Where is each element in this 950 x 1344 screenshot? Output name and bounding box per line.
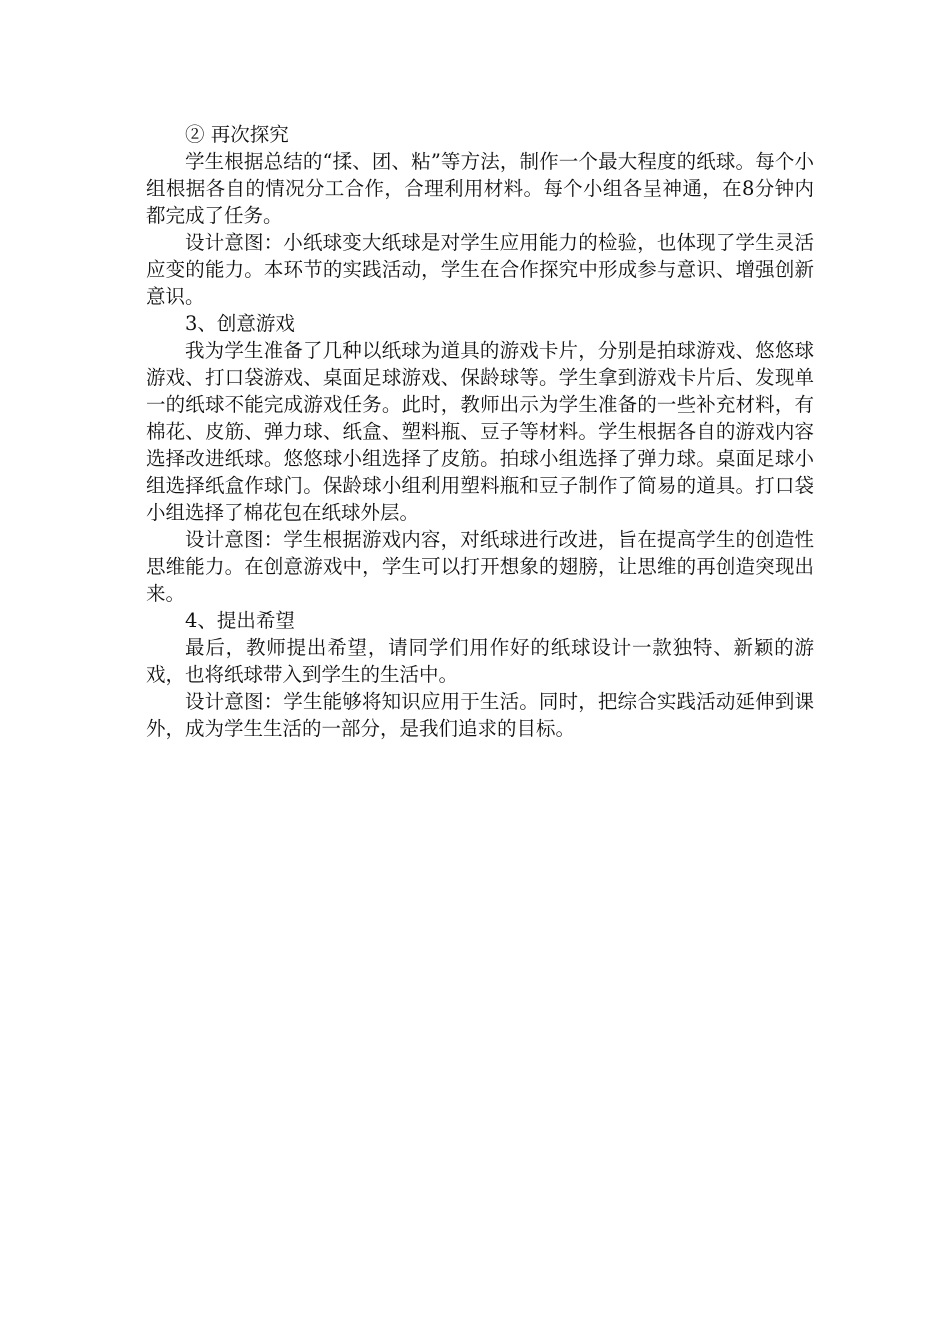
section-heading-expectations: 4、提出希望 <box>185 609 295 632</box>
paragraph-teacher-hope: 最后，教师提出希望，请同学们用作好的纸球设计一款独特、新颖的游戏，也将纸球带入到学生的生活中。 <box>146 636 814 686</box>
section-heading-creative-game: 3、创意游戏 <box>185 312 295 335</box>
paragraph-make-paper-ball: 学生根据总结的“揉、团、粘”等方法，制作一个最大程度的纸球。每个小组根据各自的情况分工合作，合理利用材料。每个小组各呈神通，在8分钟内都完成了任务。 <box>146 150 814 227</box>
paragraph-game-cards: 我为学生准备了几种以纸球为道具的游戏卡片，分别是拍球游戏、悠悠球游戏、打口袋游戏、桌面足球游戏、保龄球等。学生拿到游戏卡片后、发现单一的纸球不能完成游戏任务。此时，教师出示为学生准备的一些补充材料，有棉花、皮筋、弹力球、纸盒、塑料瓶、豆子等材料。学生根据各自的游戏内容选择改进纸球。悠悠球小组选择了皮筋。拍球小组选择了弹力球。桌面足球小组选择纸盒作球门。保龄球小组利用塑料瓶和豆子制作了简易的道具。打口袋小组选择了棉花包在纸球外层。 <box>146 339 814 524</box>
paragraph-design-intent-2: 设计意图：学生根据游戏内容，对纸球进行改进，旨在提高学生的创造性思维能力。在创意游戏中，学生可以打开想象的翅膀，让思维的再创造突现出来。 <box>146 528 814 605</box>
paragraph-design-intent-1: 设计意图：小纸球变大纸球是对学生应用能力的检验，也体现了学生灵活应变的能力。本环节的实践活动，学生在合作探究中形成参与意识、增强创新意识。 <box>146 231 814 308</box>
paragraph-design-intent-3: 设计意图：学生能够将知识应用于生活。同时，把综合实践活动延伸到课外，成为学生生活的一部分，是我们追求的目标。 <box>146 690 814 740</box>
document-body <box>146 121 814 742</box>
section-heading-explore-again: ② 再次探究 <box>185 123 289 146</box>
